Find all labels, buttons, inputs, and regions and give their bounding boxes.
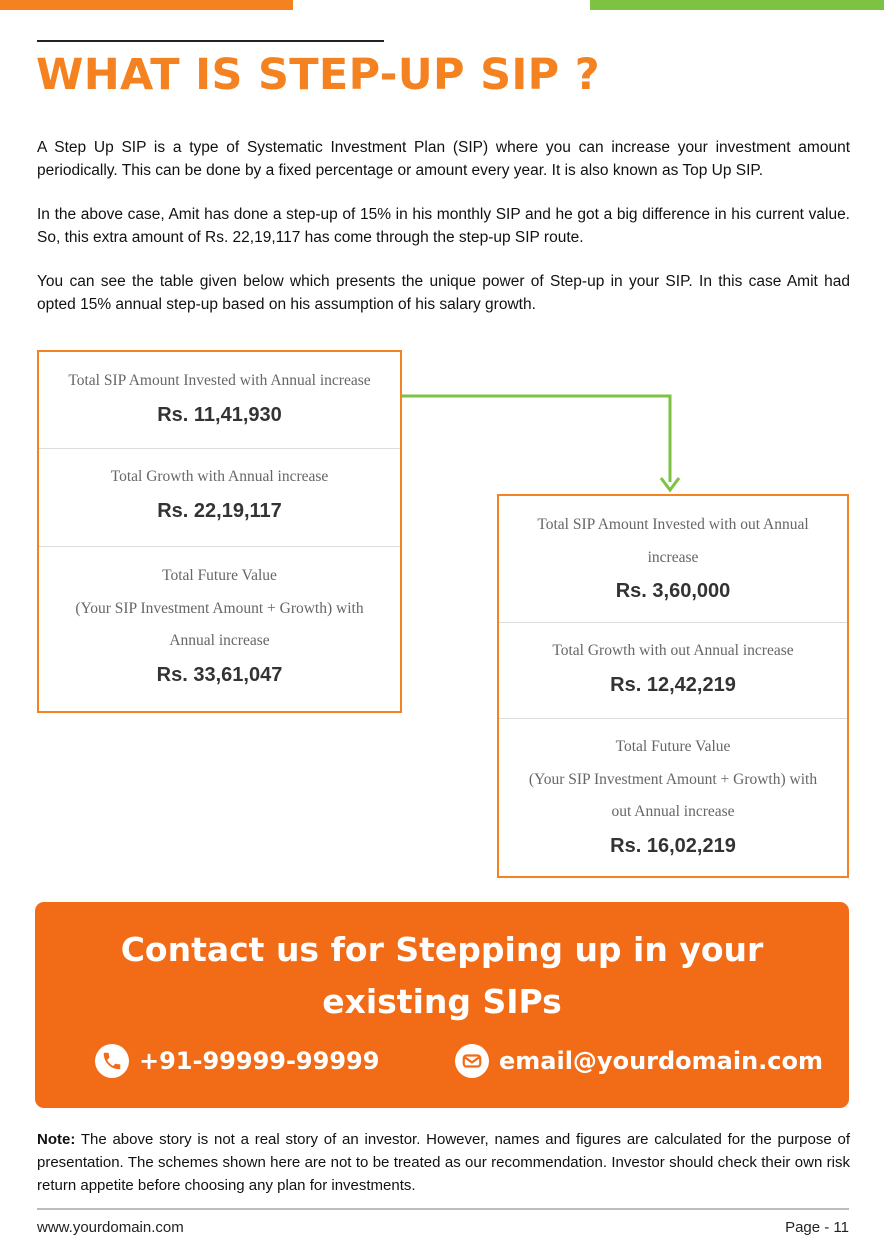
growth-with-increase-label: Total Growth with Annual increase [110, 468, 329, 485]
footer-website[interactable]: www.yourdomain.com [37, 1219, 184, 1236]
growth-without-increase-cell [499, 623, 847, 719]
with-annual-increase-card [37, 350, 402, 713]
paragraph-example: In the above case, Amit has done a step-up of 15% in his monthly SIP and he got a big difference in his current value. So, this extra amount of Rs. 22,19,117 has come through the step-up SIP route. [37, 206, 850, 246]
future-with-increase-label-2: (Your SIP Investment Amount + Growth) with [75, 599, 364, 617]
note-label: Note: [37, 1131, 76, 1148]
email-address[interactable]: email@yourdomain.com [499, 1047, 824, 1075]
top-accent-bar-green [590, 0, 884, 10]
future-with-increase-value: Rs. 33,61,047 [156, 663, 283, 686]
contact-banner-title-line-1: Contact us for Stepping up in your [120, 930, 764, 969]
future-without-increase-label-2: (Your SIP Investment Amount + Growth) with [528, 770, 818, 788]
phone-contact[interactable] [95, 1044, 379, 1078]
top-accent-bar-orange [0, 0, 293, 10]
invested-with-increase-label: Total SIP Amount Invested with Annual increase [68, 372, 371, 389]
growth-with-increase-cell [39, 449, 400, 547]
footer-rule [37, 1208, 849, 1210]
future-with-increase-label-3: Annual increase [169, 632, 270, 649]
footer-page-number: Page - 11 [785, 1219, 849, 1236]
invested-without-increase-cell [499, 496, 847, 623]
future-with-increase-cell [39, 547, 400, 711]
growth-with-increase-value: Rs. 22,19,117 [157, 499, 282, 522]
growth-without-increase-label: Total Growth with out Annual increase [552, 642, 794, 659]
note-text: The above story is not a real story of an investor. However, names and figures are calculated for the purpose of presentation. The schemes shown here are not to be treated as our recommendation. Investor should check their own risk return appetite before choosing any plan for investments. [37, 1131, 850, 1194]
growth-without-increase-value: Rs. 12,42,219 [610, 673, 736, 696]
disclaimer-note [37, 1128, 850, 1197]
email-contact[interactable] [455, 1044, 823, 1078]
page-title: WHAT IS STEP-UP SIP ? [36, 50, 600, 100]
invested-without-increase-value: Rs. 3,60,000 [615, 580, 731, 602]
phone-number[interactable]: +91-99999-99999 [139, 1047, 380, 1075]
title-rule [37, 40, 384, 42]
contact-banner-title-line-2: existing SIPs [322, 982, 562, 1021]
invested-without-increase-label-2: increase [647, 548, 699, 566]
invested-with-increase-value: Rs. 11,41,930 [157, 403, 282, 426]
invested-with-increase-cell [39, 352, 400, 449]
future-without-increase-value: Rs. 16,02,219 [610, 834, 736, 857]
future-without-increase-label-3: out Annual increase [611, 803, 735, 820]
email-icon [455, 1044, 489, 1078]
paragraph-definition: A Step Up SIP is a type of Systematic Investment Plan (SIP) where you can increase your investment amount periodically. This can be done by a fixed percentage or amount every year. It is also known as Top Up SIP. [37, 139, 850, 179]
future-with-increase-label-1: Total Future Value [162, 567, 277, 584]
phone-icon [95, 1044, 129, 1078]
paragraph-table-intro: You can see the table given below which presents the unique power of Step-up in your SIP. In this case Amit had opted 15% annual step-up based on his assumption of his salary growth. [37, 273, 850, 313]
invested-without-increase-label-1: Total SIP Amount Invested with out Annual [537, 516, 809, 533]
future-without-increase-cell [499, 719, 847, 876]
future-without-increase-label-1: Total Future Value [615, 738, 731, 755]
without-annual-increase-card [497, 494, 849, 878]
contact-banner [35, 902, 849, 1108]
contact-banner-title [35, 924, 849, 1028]
